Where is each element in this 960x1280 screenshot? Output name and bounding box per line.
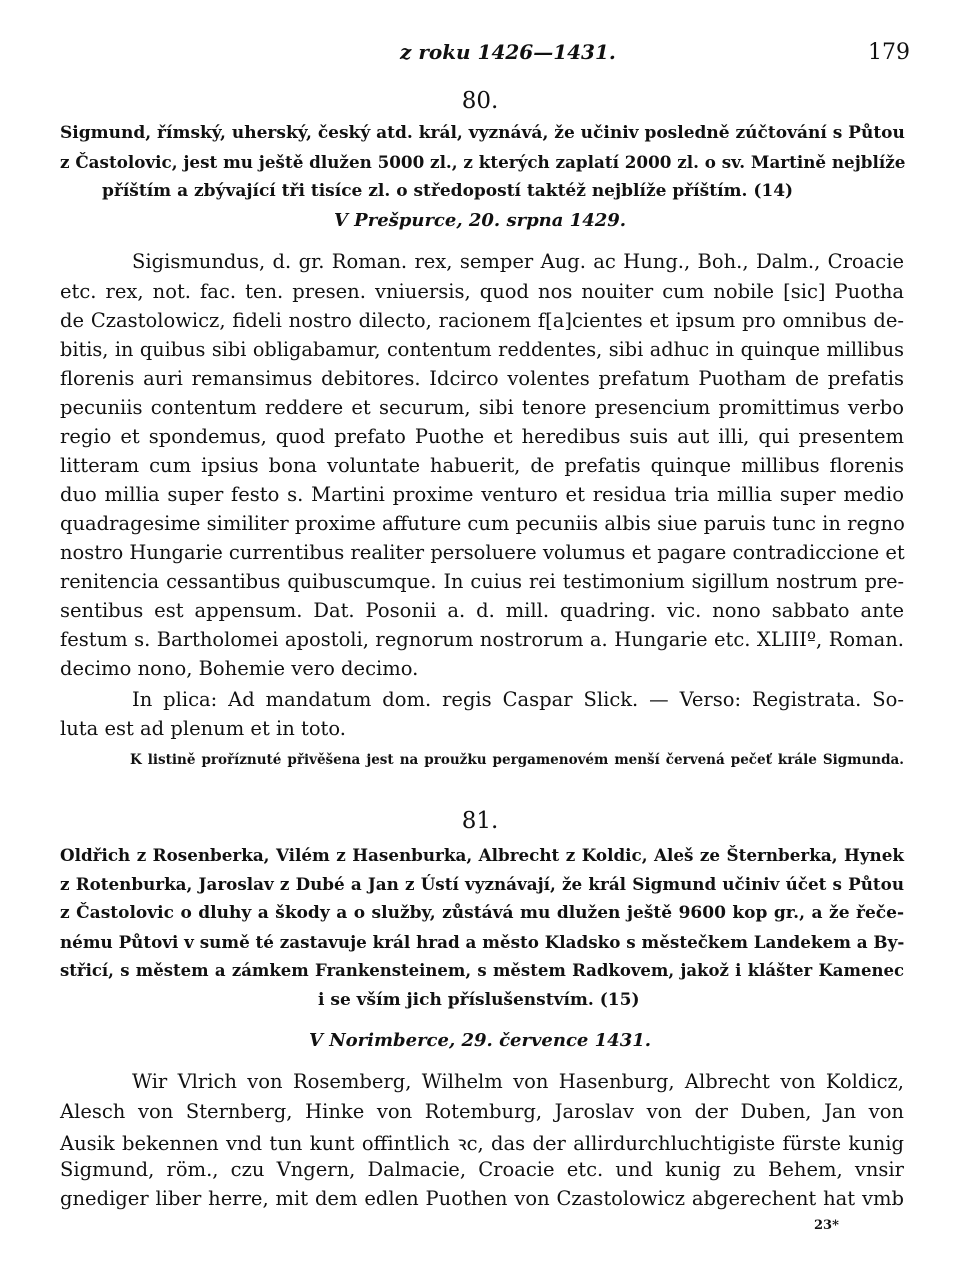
place-date-80: V Prešpurce, 20. srpna 1429. <box>333 210 627 231</box>
regest-line: z Rotenburka, Jaroslav z Dubé a Jan z Ústí vyznávají, že král Sigmund učiniv účet s Půtou <box>60 874 904 894</box>
text-line: festum s. Bartholomei apostoli, regnorum nostrorum a. Hungarie etc. XLIIIº, Roman. <box>60 628 904 651</box>
text-line: quadragesime similiter proxime affuture cum pecuniis albis siue paruis tunc in regno <box>60 512 905 535</box>
text-line: gnediger liber herre, mit dem edlen Puothen von Czastolowicz abgerechent hat vmb <box>60 1187 904 1210</box>
text-line: Alesch von Sternberg, Hinke von Rotemburg, Jaroslav von der Duben, Jan von <box>60 1100 904 1123</box>
text-line: nostro Hungarie currentibus realiter persoluere volumus et pagare contradiccione et <box>60 541 905 564</box>
text-line: Sigmund, röm., czu Vngern, Dalmacie, Croacie etc. und kunig zu Behem, vnsir <box>60 1158 904 1181</box>
text-line: Wir Vlrich von Rosemberg, Wilhelm von Hasenburg, Albrecht von Koldicz, <box>132 1070 904 1093</box>
text-line: duo millia super festo s. Martini proxime venturo et residua tria millia super medio <box>60 483 904 506</box>
regest-line: Oldřich z Rosenberka, Vilém z Hasenburka, Albrecht z Koldic, Aleš ze Šternberka, Hynek <box>60 845 904 865</box>
text-line: Sigismundus, d. gr. Roman. rex, semper Aug. ac Hung., Boh., Dalm., Croacie <box>132 250 904 273</box>
text-line: litteram cum ipsius bona voluntate habuerit, de prefatis quinque millibus florenis <box>60 454 904 477</box>
text-line: de Czastolowicz, fideli nostro dilecto, racionem f[a]cientes et ipsum pro omnibus de- <box>60 309 904 332</box>
text-line: florenis auri remansimus debitores. Idcirco volentes prefatum Puotham de prefatis <box>60 367 904 390</box>
regest-line: příštím a zbývající tři tisíce zl. o středopostí taktéž nejblíže příštím. (14) <box>102 181 794 201</box>
regest-line: střicí, s městem a zámkem Frankensteinem, s městem Radkovem, jakož i klášter Kamenec <box>60 961 904 980</box>
endorsement-line: luta est ad plenum et in toto. <box>60 717 346 740</box>
regest-line: Sigmund, římský, uherský, český atd. král, vyznává, že učiniv posledně zúčtování s Půtou <box>60 123 905 143</box>
running-head <box>0 40 960 70</box>
page-number: 179 <box>868 40 910 65</box>
endorsement-line: In plica: Ad mandatum dom. regis Caspar Slick. — Verso: Registrata. So- <box>132 688 904 711</box>
document-number-81: 81. <box>461 808 499 834</box>
text-line: regio et spondemus, quod prefato Puothe et heredibus suis aut illi, qui presentem <box>60 425 904 448</box>
running-head-title: z roku 1426—1431. <box>400 40 616 64</box>
text-line: etc. rex, not. fac. ten. presen. vniuersis, quod nos nouiter cum nobile [sic] Puotha <box>60 280 904 303</box>
text-line: Ausik bekennen vnd tun kunt offintlich ꝛc, das der allirdurchluchtigiste fürste kunig <box>60 1132 904 1155</box>
signature-mark: 23* <box>814 1218 839 1233</box>
text-line: bitis, in quibus sibi obligabamur, contentum reddentes, sibi adhuc in quinque millibus <box>60 338 904 361</box>
text-line: pecuniis contentum reddere et securum, sibi tenore presencium promittimus verbo <box>60 396 904 419</box>
regest-line: nému Půtovi v sumě té zastavuje král hrad a město Kladsko s městečkem Landekem a By- <box>60 932 905 952</box>
document-number-80: 80. <box>461 88 499 114</box>
text-line: sentibus est appensum. Dat. Posonii a. d. mill. quadring. vic. nono sabbato ante <box>60 599 904 622</box>
regest-line: z Častolovic, jest mu ještě dlužen 5000 zl., z kterých zaplatí 2000 zl. o sv. Martině nejblíže <box>60 152 906 172</box>
text-line: decimo nono, Bohemie vero decimo. <box>60 657 419 680</box>
regest-line: z Častolovic o dluhy a škody a o služby, zůstává mu dlužen ještě 9600 kop gr., a že řeče- <box>60 903 904 923</box>
regest-line: i se vším jich příslušenstvím. (15) <box>318 990 640 1010</box>
seal-note-80: K listině proříznuté přivěšena jest na proužku pergamenovém menší červená pečeť krále Sigmunda. <box>130 752 904 768</box>
text-line: renitencia cessantibus quibuscumque. In cuius rei testimonium sigillum nostrum pre- <box>60 570 904 593</box>
place-date-81: V Norimberce, 29. července 1431. <box>308 1030 652 1051</box>
